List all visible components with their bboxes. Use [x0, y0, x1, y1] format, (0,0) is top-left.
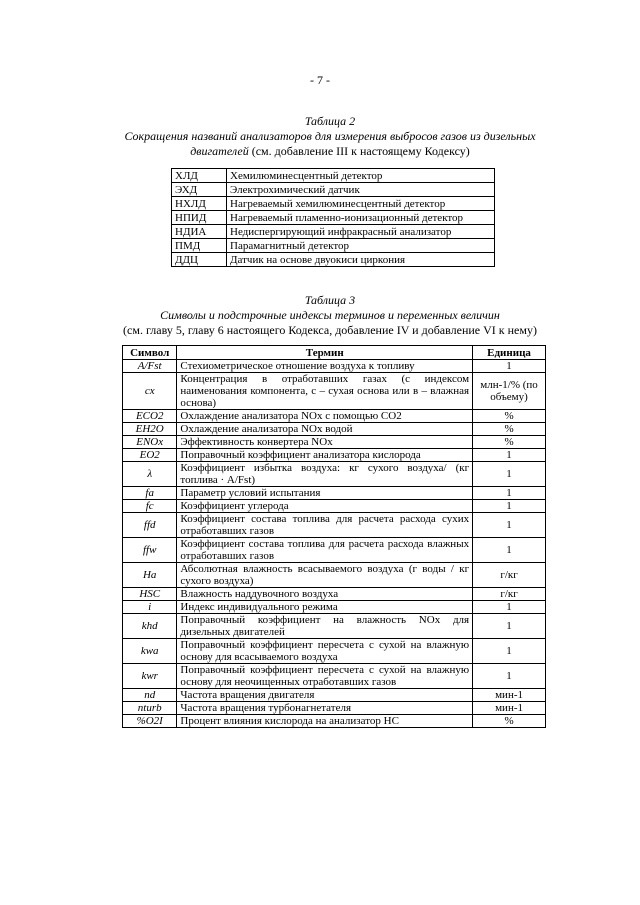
symbols-table-body — [123, 360, 546, 728]
table-row — [123, 373, 546, 410]
table-row — [172, 183, 495, 197]
symbol-cell: kwr — [123, 664, 177, 689]
term-cell: Стехиометрическое отношение воздуха к топливу — [177, 360, 473, 373]
symbols-table-header-row — [123, 346, 546, 360]
table-row — [172, 197, 495, 211]
abbreviation-name: Недиспергирующий инфракрасный анализатор — [227, 225, 495, 239]
table-row — [123, 715, 546, 728]
term-cell: Частота вращения турбонагнетателя — [177, 702, 473, 715]
symbol-cell: ENOx — [123, 436, 177, 449]
table-row — [123, 702, 546, 715]
unit-cell: 1 — [473, 664, 546, 689]
table-row — [123, 588, 546, 601]
symbol-cell: A/Fst — [123, 360, 177, 373]
table-row — [172, 225, 495, 239]
table-row — [123, 689, 546, 702]
abbreviation-code: ДДЦ — [172, 253, 227, 267]
table-row — [172, 211, 495, 225]
abbreviation-code: НХЛД — [172, 197, 227, 211]
table-row — [123, 462, 546, 487]
abbreviation-name: Датчик на основе двуокиси циркония — [227, 253, 495, 267]
unit-cell: 1 — [473, 360, 546, 373]
table-row — [172, 253, 495, 267]
term-cell: Поправочный коэффициент пересчета с сухой на влажную основу для всасываемого воздуха — [177, 639, 473, 664]
abbreviation-name: Хемилюминесцентный детектор — [227, 169, 495, 183]
table-row — [123, 601, 546, 614]
table2-subtitle: Сокращения названий анализаторов для измерения выбросов газов из дизельных двигателей — [124, 129, 536, 158]
unit-cell: 1 — [473, 614, 546, 639]
term-cell: Эффективность конвертера NOx — [177, 436, 473, 449]
symbol-cell: EH2O — [123, 423, 177, 436]
table2-title: Таблица 2 — [304, 114, 356, 128]
abbreviation-code: ХЛД — [172, 169, 227, 183]
table-row — [172, 239, 495, 253]
symbol-cell: nd — [123, 689, 177, 702]
symbol-cell: fa — [123, 487, 177, 500]
table3-title: Таблица 3 — [304, 293, 356, 307]
symbols-table — [122, 345, 546, 728]
symbol-cell: cx — [123, 373, 177, 410]
table-row — [123, 449, 546, 462]
term-cell: Охлаждение анализатора NOx с помощью CO2 — [177, 410, 473, 423]
unit-cell: % — [473, 436, 546, 449]
term-cell: Параметр условий испытания — [177, 487, 473, 500]
term-cell: Поправочный коэффициент на влажность NOx для дизельных двигателей — [177, 614, 473, 639]
term-cell: Процент влияния кислорода на анализатор НС — [177, 715, 473, 728]
table-row — [123, 538, 546, 563]
table2-note: (см. добавление III к настоящему Кодексу) — [251, 144, 470, 158]
term-cell: Коэффициент избытка воздуха: кг сухого воздуха/ (кг топлива · A/Fst) — [177, 462, 473, 487]
table-row — [123, 360, 546, 373]
abbreviation-code: ЭХД — [172, 183, 227, 197]
table-row — [123, 563, 546, 588]
term-cell: Коэффициент состава топлива для расчета расхода сухих отработавших газов — [177, 513, 473, 538]
term-cell: Коэффициент углерода — [177, 500, 473, 513]
unit-cell: % — [473, 715, 546, 728]
table2-heading — [100, 129, 560, 159]
unit-cell: 1 — [473, 538, 546, 563]
abbreviation-code: НПИД — [172, 211, 227, 225]
abbreviations-table — [171, 168, 495, 267]
abbreviation-name: Нагреваемый хемилюминесцентный детектор — [227, 197, 495, 211]
unit-cell: г/кг — [473, 563, 546, 588]
term-cell: Коэффициент состава топлива для расчета расхода влажных отработавших газов — [177, 538, 473, 563]
term-cell: Абсолютная влажность всасываемого воздуха (г воды / кг сухого воздуха) — [177, 563, 473, 588]
symbol-cell: Ha — [123, 563, 177, 588]
symbol-cell: ffd — [123, 513, 177, 538]
term-cell: Поправочный коэффициент анализатора кислорода — [177, 449, 473, 462]
unit-cell: 1 — [473, 639, 546, 664]
page-number: - 7 - — [310, 73, 330, 87]
unit-cell: г/кг — [473, 588, 546, 601]
symbol-cell: HSC — [123, 588, 177, 601]
unit-cell: мин-1 — [473, 689, 546, 702]
unit-cell: 1 — [473, 601, 546, 614]
table2-caption — [100, 114, 560, 159]
header-symbol: Символ — [123, 346, 177, 360]
table-row — [172, 169, 495, 183]
abbreviations-table-body — [172, 169, 495, 267]
term-cell: Влажность наддувочного воздуха — [177, 588, 473, 601]
symbol-cell: EO2 — [123, 449, 177, 462]
table-row — [123, 513, 546, 538]
unit-cell: 1 — [473, 513, 546, 538]
table-row — [123, 410, 546, 423]
header-unit: Единица — [473, 346, 546, 360]
table-row — [123, 487, 546, 500]
unit-cell: % — [473, 410, 546, 423]
symbol-cell: i — [123, 601, 177, 614]
abbreviation-code: НДИА — [172, 225, 227, 239]
abbreviation-name: Электрохимический датчик — [227, 183, 495, 197]
symbol-cell: nturb — [123, 702, 177, 715]
unit-cell: 1 — [473, 487, 546, 500]
unit-cell: 1 — [473, 449, 546, 462]
symbol-cell: λ — [123, 462, 177, 487]
term-cell: Частота вращения двигателя — [177, 689, 473, 702]
table-row — [123, 500, 546, 513]
unit-cell: 1 — [473, 462, 546, 487]
abbreviation-name: Парамагнитный детектор — [227, 239, 495, 253]
term-cell: Поправочный коэффициент пересчета с сухой на влажную основу для неочищенных отработавших газов — [177, 664, 473, 689]
term-cell: Индекс индивидуального режима — [177, 601, 473, 614]
unit-cell: млн-1/% (по объему) — [473, 373, 546, 410]
unit-cell: % — [473, 423, 546, 436]
abbreviation-code: ПМД — [172, 239, 227, 253]
term-cell: Охлаждение анализатора NOx водой — [177, 423, 473, 436]
table-row — [123, 664, 546, 689]
header-term: Термин — [177, 346, 473, 360]
abbreviation-name: Нагреваемый пламенно-ионизационный детектор — [227, 211, 495, 225]
unit-cell: 1 — [473, 500, 546, 513]
table3-subtitle: Символы и подстрочные индексы терминов и переменных величин — [160, 308, 500, 322]
table-row — [123, 639, 546, 664]
table-row — [123, 423, 546, 436]
term-cell: Концентрация в отработавших газах (с индексом наименования компонента, с – сухая основа или в – влажная основа) — [177, 373, 473, 410]
symbol-cell: %O2I — [123, 715, 177, 728]
symbol-cell: kwa — [123, 639, 177, 664]
symbol-cell: khd — [123, 614, 177, 639]
table3-note: (см. главу 5, главу 6 настоящего Кодекса, добавление IV и добавление VI к нему) — [123, 323, 537, 337]
table3-caption — [100, 293, 560, 338]
symbol-cell: ECO2 — [123, 410, 177, 423]
unit-cell: мин-1 — [473, 702, 546, 715]
symbol-cell: fc — [123, 500, 177, 513]
table-row — [123, 436, 546, 449]
table-row — [123, 614, 546, 639]
symbol-cell: ffw — [123, 538, 177, 563]
